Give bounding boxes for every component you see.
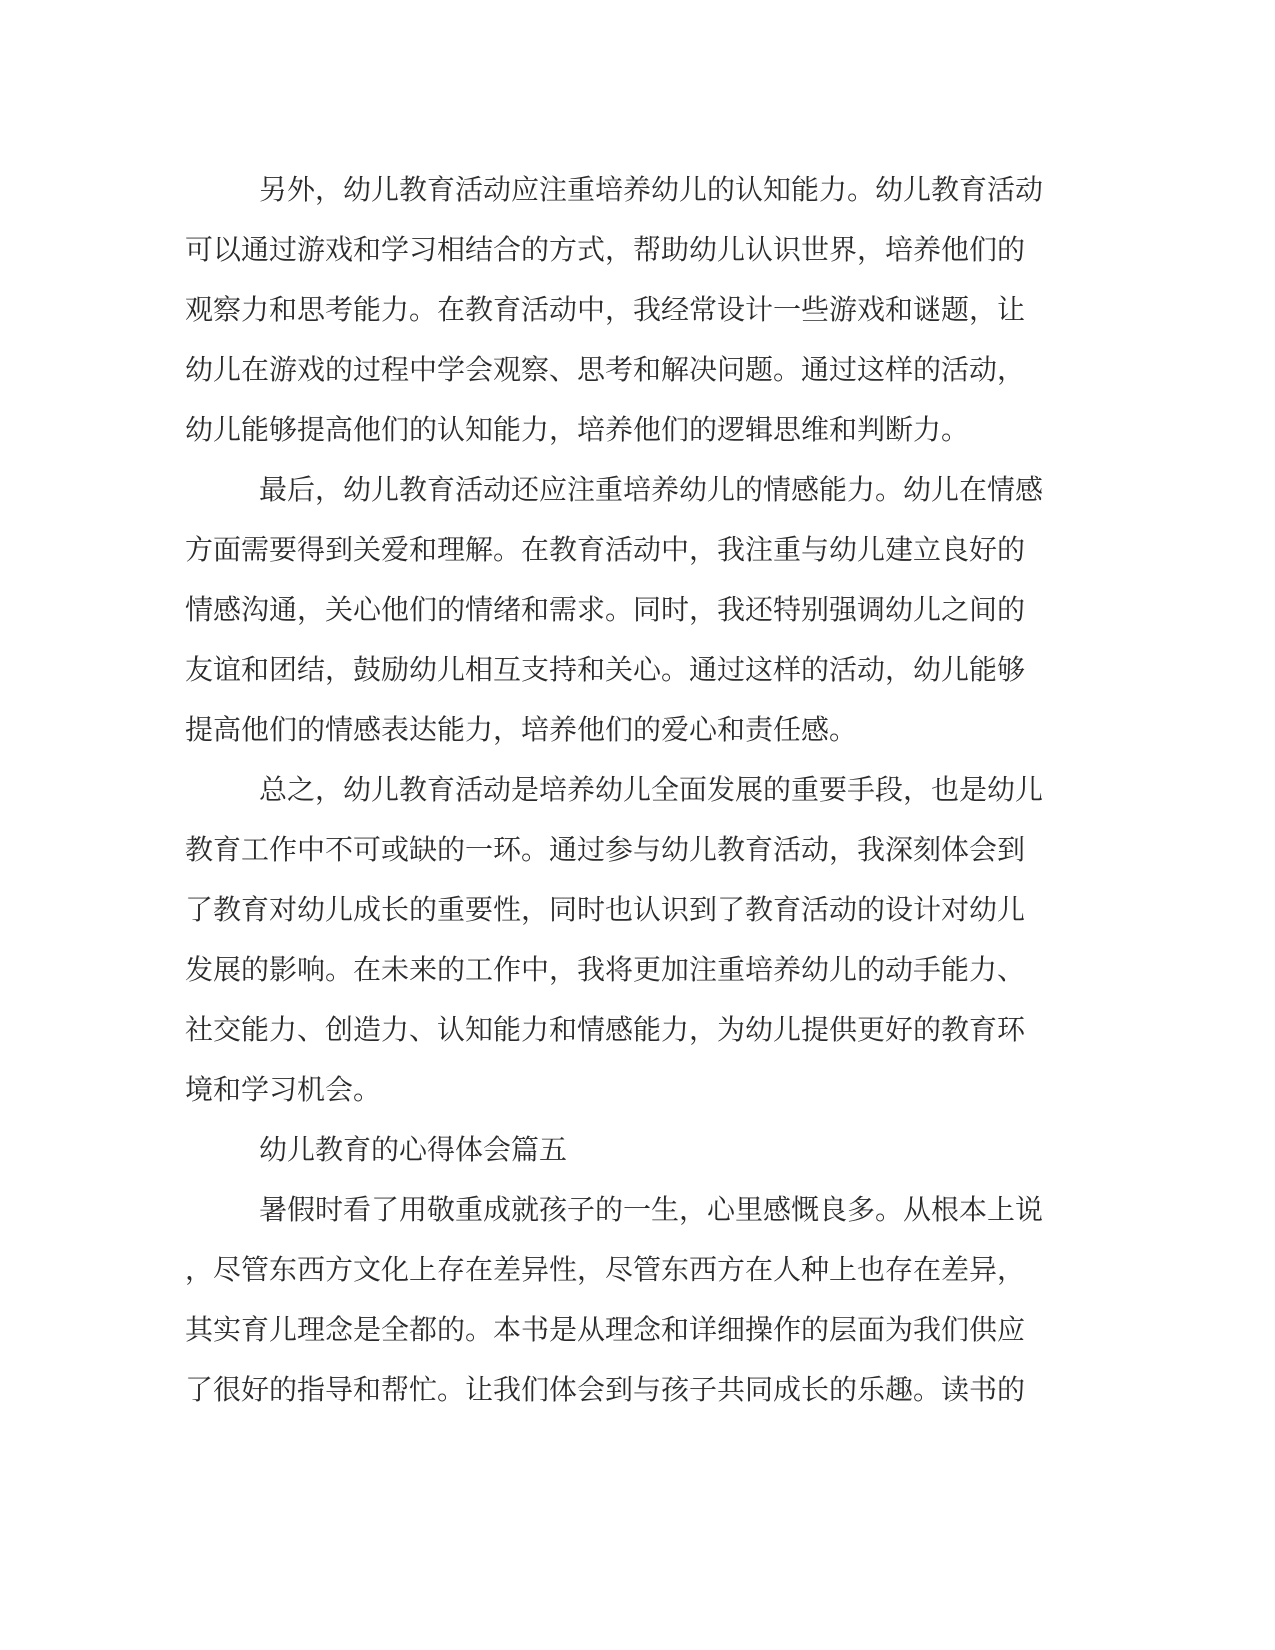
paragraph-line: 方面需要得到关爱和理解。在教育活动中，我注重与幼儿建立良好的 xyxy=(185,533,1026,566)
paragraph-line: 社交能力、创造力、认知能力和情感能力，为幼儿提供更好的教育环 xyxy=(185,1013,1026,1046)
paragraph-line: 境和学习机会。 xyxy=(185,1073,382,1106)
body-text xyxy=(185,160,1085,1420)
paragraph-line: 另外，幼儿教育活动应注重培养幼儿的认知能力。幼儿教育活动 xyxy=(259,173,1044,206)
paragraph-line: 暑假时看了用敬重成就孩子的一生，心里感慨良多。从根本上说 xyxy=(259,1193,1044,1226)
paragraph-line: 可以通过游戏和学习相结合的方式，帮助幼儿认识世界，培养他们的 xyxy=(185,233,1026,266)
paragraph-line: 情感沟通，关心他们的情绪和需求。同时，我还特别强调幼儿之间的 xyxy=(185,593,1026,626)
paragraph-line: 最后，幼儿教育活动还应注重培养幼儿的情感能力。幼儿在情感 xyxy=(259,473,1044,506)
paragraph-line: 了很好的指导和帮忙。让我们体会到与孩子共同成长的乐趣。读书的 xyxy=(185,1373,1026,1406)
paragraph-line: ，尽管东西方文化上存在差异性，尽管东西方在人种上也存在差异， xyxy=(185,1253,1026,1286)
paragraph-line: 教育工作中不可或缺的一环。通过参与幼儿教育活动，我深刻体会到 xyxy=(185,833,1026,866)
paragraph-line: 其实育儿理念是全都的。本书是从理念和详细操作的层面为我们供应 xyxy=(185,1313,1026,1346)
paragraph-line: 提高他们的情感表达能力，培养他们的爱心和责任感。 xyxy=(185,713,858,746)
paragraph-line: 幼儿能够提高他们的认知能力，培养他们的逻辑思维和判断力。 xyxy=(185,413,970,446)
paragraph-line: 观察力和思考能力。在教育活动中，我经常设计一些游戏和谜题，让 xyxy=(185,293,1026,326)
section-heading: 幼儿教育的心得体会篇五 xyxy=(259,1133,568,1166)
paragraph-line: 幼儿在游戏的过程中学会观察、思考和解决问题。通过这样的活动， xyxy=(185,353,1026,386)
paragraph-line: 了教育对幼儿成长的重要性，同时也认识到了教育活动的设计对幼儿 xyxy=(185,893,1026,926)
paragraph-line: 总之，幼儿教育活动是培养幼儿全面发展的重要手段，也是幼儿 xyxy=(259,773,1044,806)
paragraph-line: 友谊和团结，鼓励幼儿相互支持和关心。通过这样的活动，幼儿能够 xyxy=(185,653,1026,686)
paragraph-line: 发展的影响。在未来的工作中，我将更加注重培养幼儿的动手能力、 xyxy=(185,953,1026,986)
